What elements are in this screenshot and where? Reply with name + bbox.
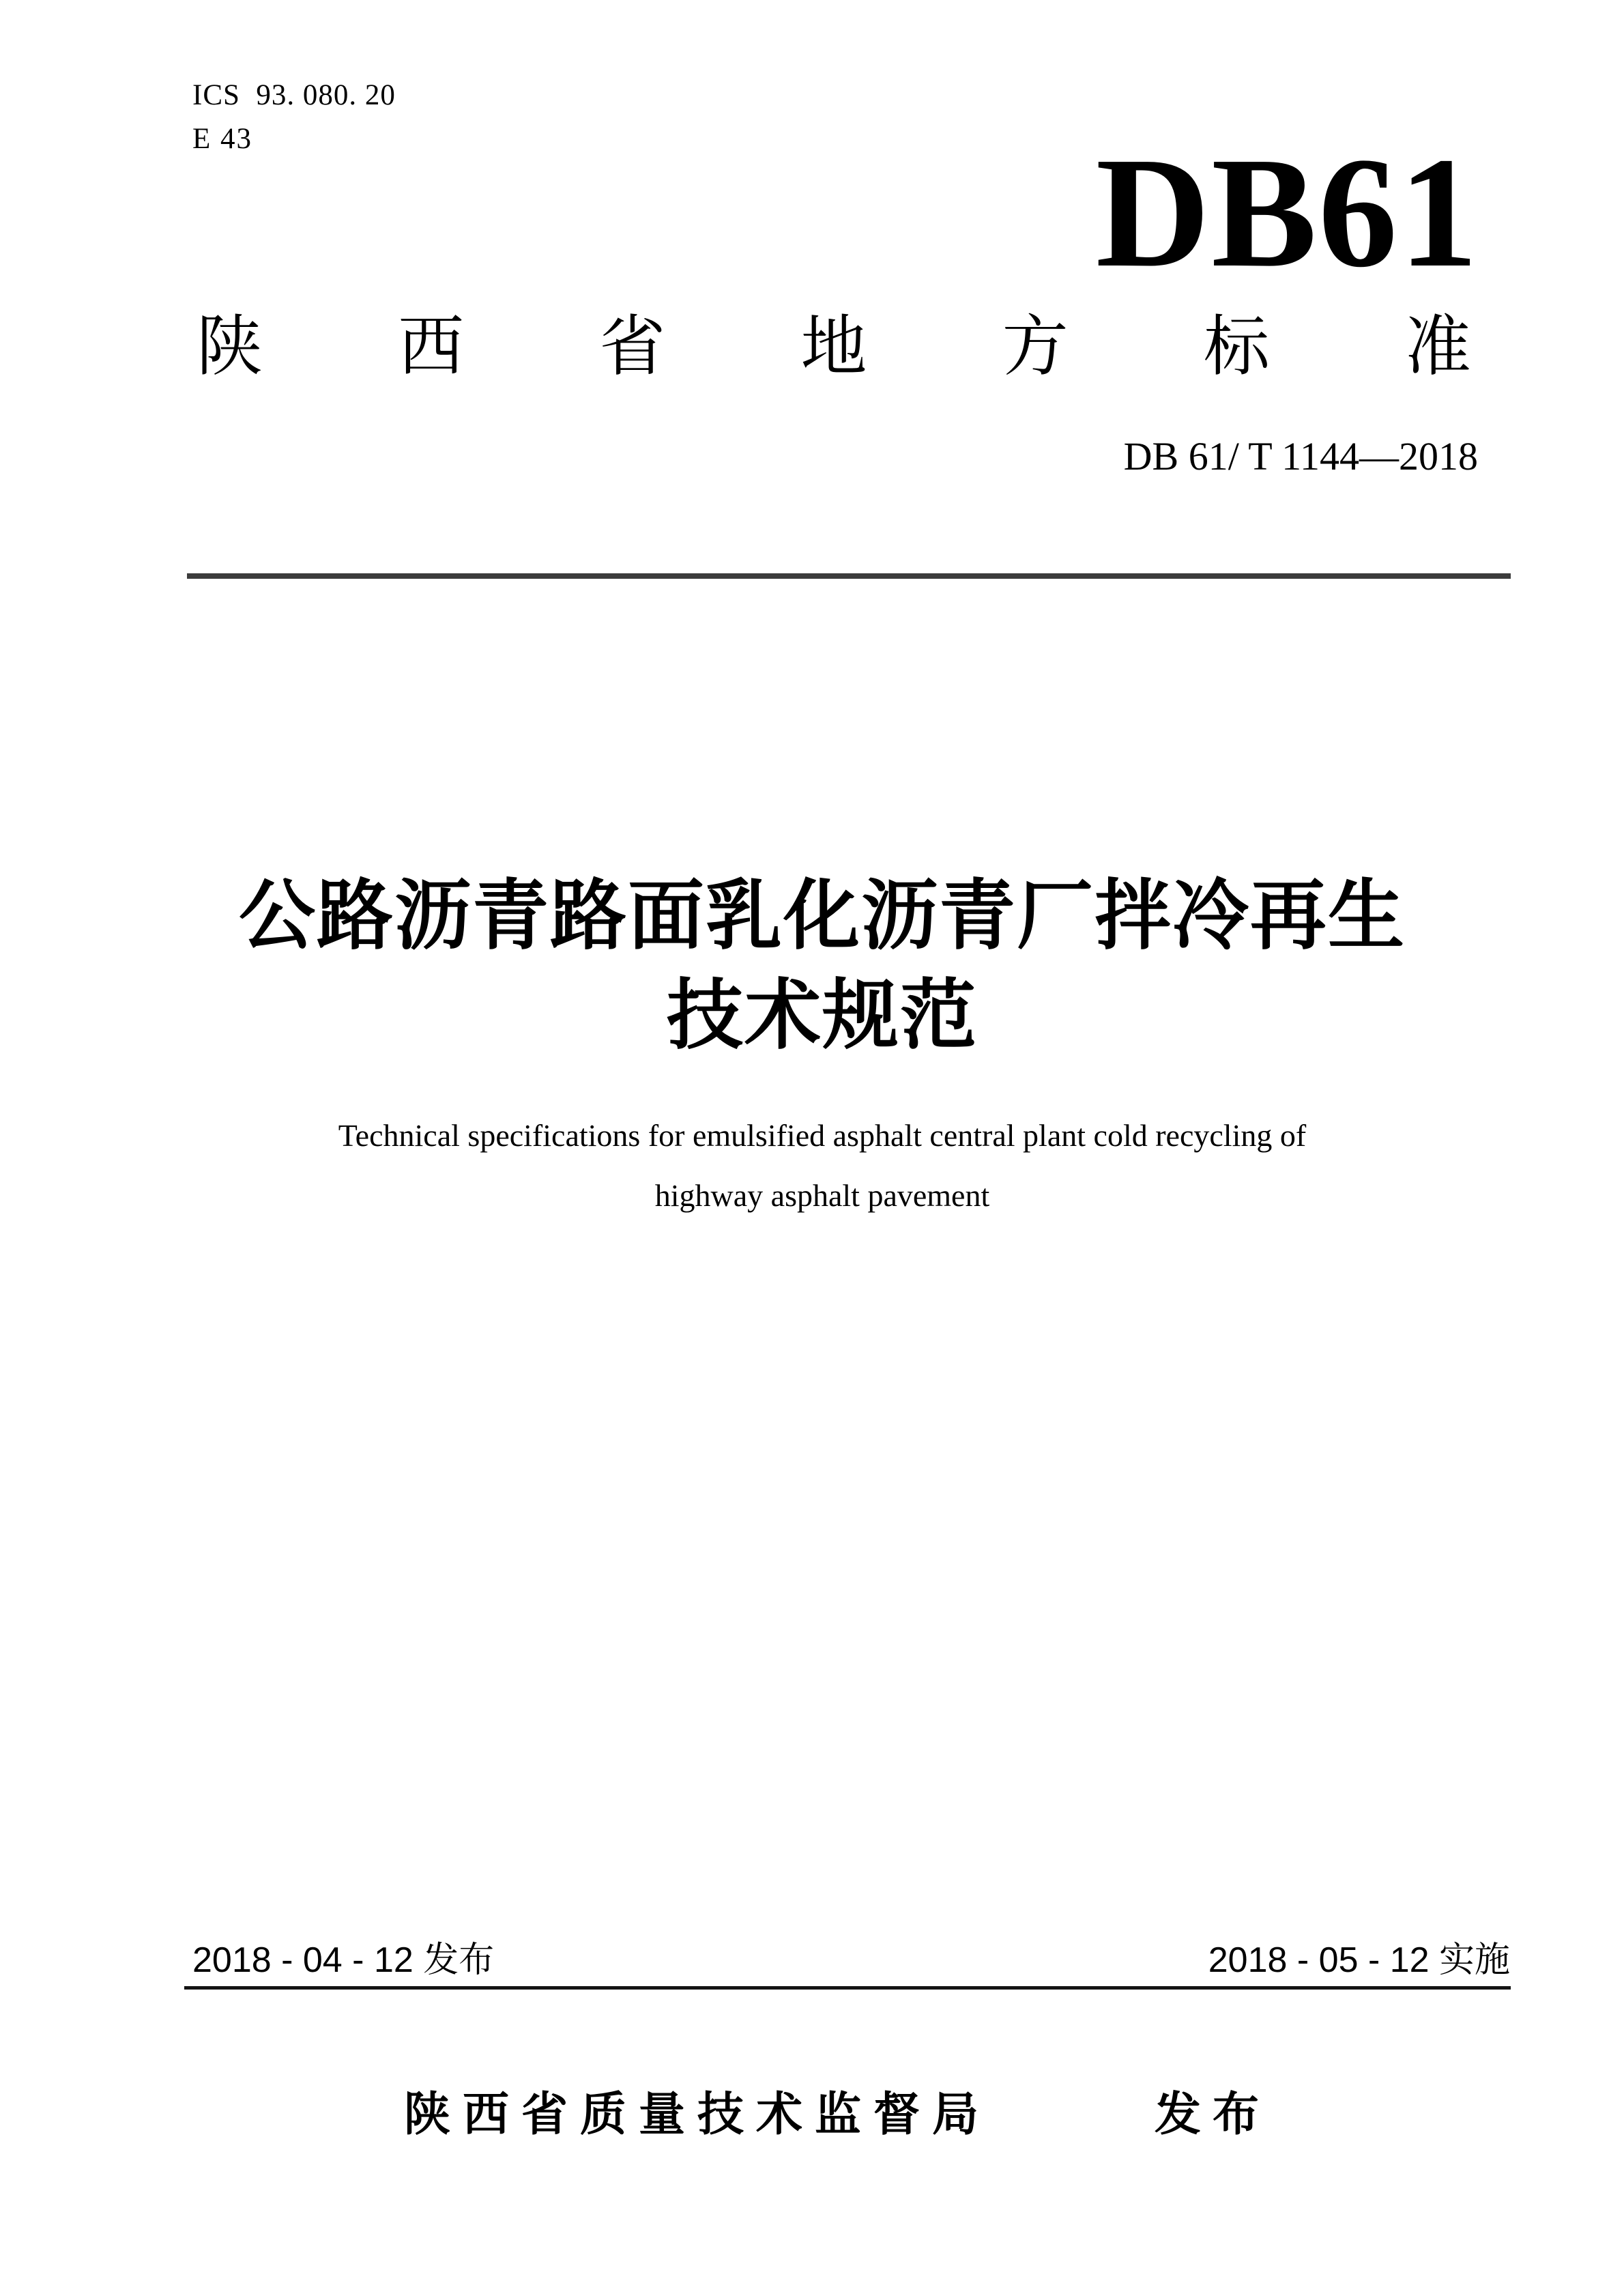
title-chinese-line2: 技术规范 — [667, 973, 978, 1058]
db61-logo: DB61 — [1095, 125, 1479, 300]
standard-number: DB 61/ T 1144—2018 — [1123, 434, 1478, 478]
document-class-code: E 43 — [192, 123, 253, 155]
standard-type-char: 准 — [1404, 311, 1471, 384]
implementation-date: 2018 - 05 - 12 实施 — [1208, 1940, 1510, 1980]
title-english-line2: highway asphalt pavement — [654, 1178, 990, 1213]
publish-label: 发 布 — [1155, 2089, 1260, 2140]
standard-type-char: 方 — [1002, 311, 1069, 384]
standard-type-char: 标 — [1203, 311, 1270, 384]
standard-type-heading — [197, 311, 1471, 384]
standard-type-char: 地 — [800, 311, 867, 384]
standard-type-char: 西 — [398, 311, 465, 384]
footer-divider-rule — [184, 1986, 1511, 1990]
header-divider-rule — [187, 573, 1511, 579]
standard-type-char: 陕 — [197, 311, 263, 384]
standard-type-char: 省 — [599, 311, 666, 384]
publisher-name: 陕西省质量技术监督局 — [404, 2089, 991, 2140]
title-chinese-line1: 公路沥青路面乳化沥青厂拌冷再生 — [239, 873, 1406, 958]
title-english-line1: Technical specifications for emulsified asphalt central plant cold recycling of — [338, 1118, 1307, 1153]
ics-code: ICS 93. 080. 20 — [192, 79, 396, 111]
issue-date: 2018 - 04 - 12 发布 — [192, 1940, 495, 1980]
